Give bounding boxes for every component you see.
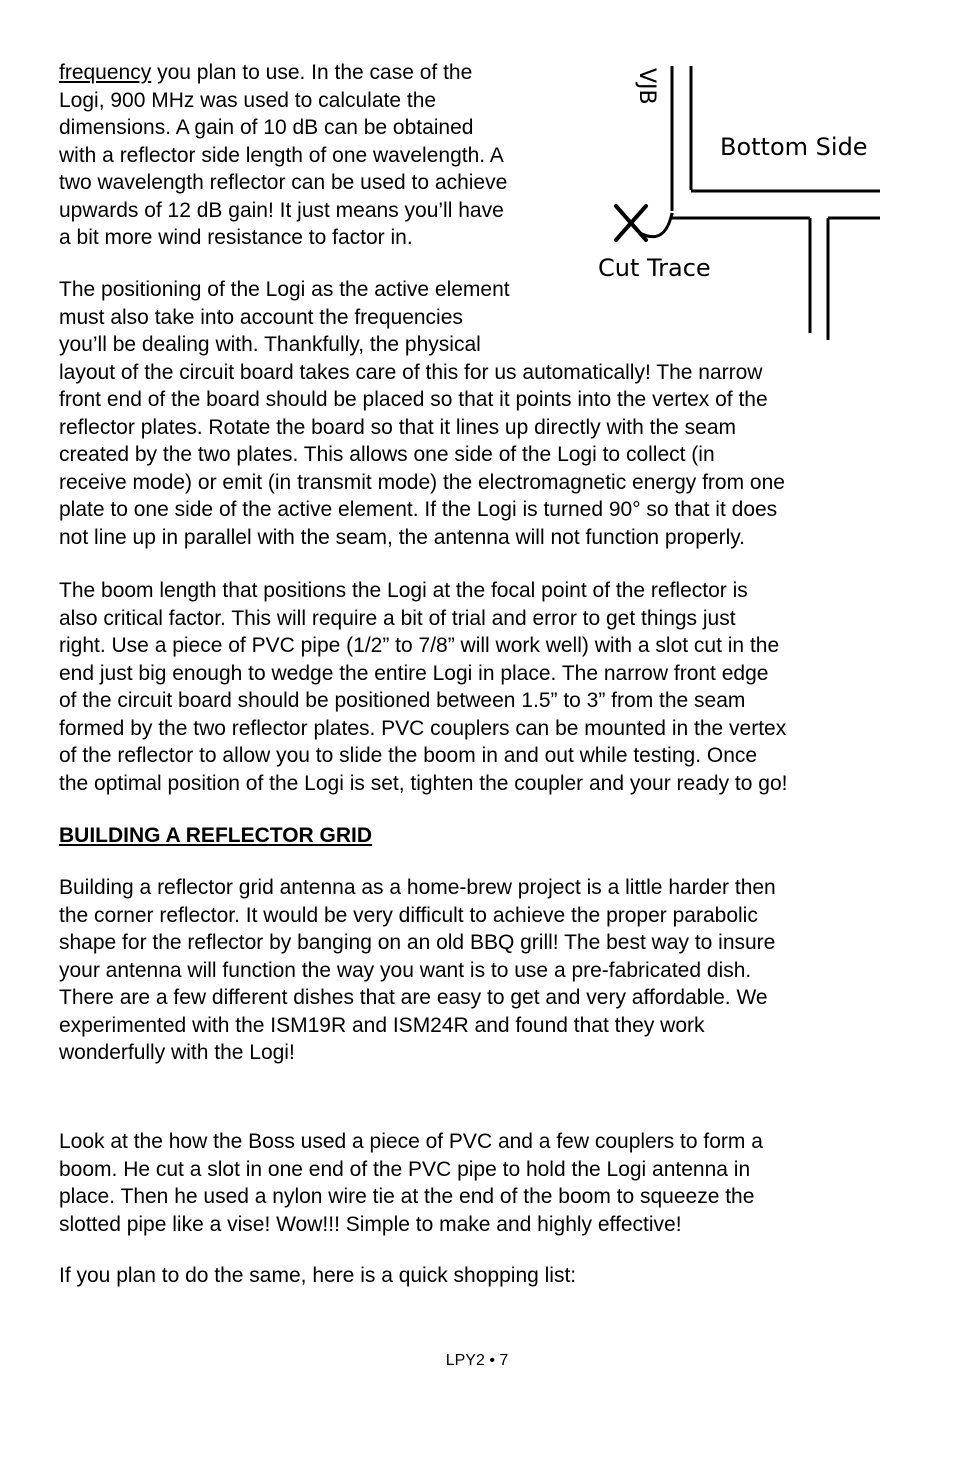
page-footer: LPY2 • 7 xyxy=(445,1352,509,1369)
paragraph-3: The boom length that positions the Logi at the focal point of the reflector is also critical factor. This will require a bit of trial and error to get things just right. Use a piece of PVC pipe (1/2” to 7/8” will work well) with a slot cut in the end just big enough to wedge the entire Logi in place. The narrow front edge of the circuit board should be positioned between 1.5” to 3” from the seam formed by the two reflector plates. PVC couplers can be mounted in the vertex of the reflector to allow you to slide the boom in and out while testing. Once the optimal position of the Logi is set, tighten the coupler and your ready to go! xyxy=(59,579,788,795)
section-heading: BUILDING A REFLECTOR GRID xyxy=(59,824,373,847)
trace-cut-diagram xyxy=(590,58,900,348)
diagram-initials: VJB xyxy=(634,68,659,105)
frequency-link[interactable]: frequency xyxy=(59,61,152,84)
paragraph-1-text: you plan to use. In the case of the Logi, 900 MHz was used to calculate the dimensions. A gain of 10 dB can be obtained with a reflector side length of one wavelength. A two wavelength reflector can be used to achieve upwards of 12 dB gain! It just means you’ll have a bit more wind resistance to factor in. xyxy=(59,61,508,249)
label-cut-trace: Cut Trace xyxy=(598,254,711,282)
cut-mark-icon xyxy=(616,206,646,240)
paragraph-6: If you plan to do the same, here is a quick shopping list: xyxy=(59,1264,577,1287)
paragraph-2: The positioning of the Logi as the active element must also take into account the frequencies you’ll be dealing with. Thankfully, the physical layout of the circuit board takes care of this for us automatically! The narrow front end of the board should be placed so that it points into the vertex of the reflector plates. Rotate the board so that it lines up directly with the seam created by the two plates. This allows one side of the Logi to collect (in receive mode) or emit (in transmit mode) the electromagnetic energy from one plate to one side of the active element. If the Logi is turned 90° so that it does not line up in parallel with the seam, the antenna will not function properly. xyxy=(59,278,785,549)
paragraph-5: Look at the how the Boss used a piece of PVC and a few couplers to form a boom. He cut a slot in one end of the PVC pipe to hold the Logi antenna in place. Then he used a nylon wire tie at the end of the boom to squeeze the slotted pipe like a vise! Wow!!! Simple to make and highly effective! xyxy=(59,1130,763,1236)
paragraph-1 xyxy=(59,59,507,252)
label-bottom-side: Bottom Side xyxy=(720,133,868,161)
paragraph-4: Building a reflector grid antenna as a home-brew project is a little harder then the corner reflector. It would be very difficult to achieve the proper parabolic shape for the reflector by banging on an old BBQ grill! The best way to insure your antenna will function the way you want is to use a pre-fabricated dish. There are a few different dishes that are easy to get and very affordable. We experimented with the ISM19R and ISM24R and found that they work wonderfully with the Logi! xyxy=(59,876,776,1064)
